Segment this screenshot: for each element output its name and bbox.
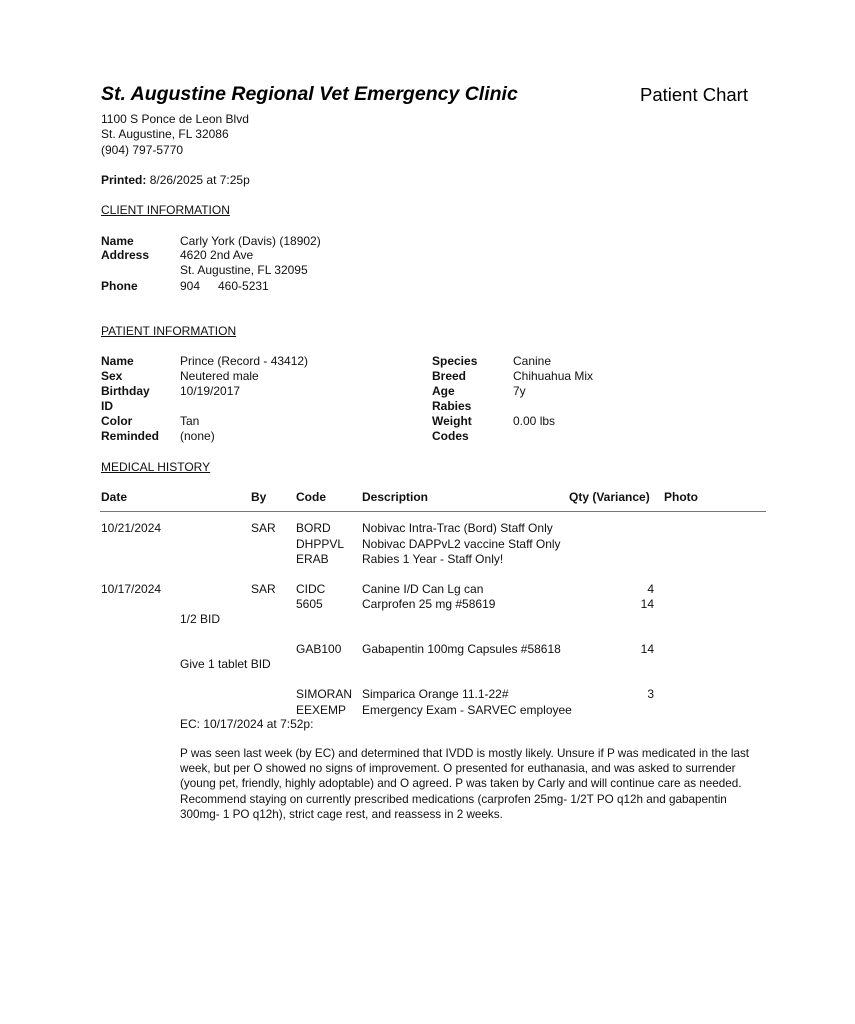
patient-weight-label: Weight bbox=[432, 414, 472, 428]
visit1-date: 10/21/2024 bbox=[101, 521, 162, 535]
printed-label: Printed: bbox=[101, 173, 147, 187]
client-phone-number: 460-5231 bbox=[218, 279, 269, 293]
visit2-item-code: SIMORAN bbox=[296, 687, 353, 701]
clinic-phone: (904) 797-5770 bbox=[101, 143, 184, 157]
history-header-rule bbox=[100, 511, 766, 512]
patient-species-value: Canine bbox=[513, 354, 552, 368]
visit2-item-code: GAB100 bbox=[296, 642, 342, 656]
patient-reminded-value: (none) bbox=[180, 429, 215, 443]
patient-breed-value: Chihuahua Mix bbox=[513, 369, 594, 383]
visit2-item-description: Emergency Exam - SARVEC employee bbox=[362, 703, 572, 717]
col-date: Date bbox=[101, 490, 128, 504]
col-by: By bbox=[251, 490, 267, 504]
visit2-item-code: CIDC bbox=[296, 582, 326, 596]
patient-codes-label: Codes bbox=[432, 429, 469, 443]
visit2-item-description: Carprofen 25 mg #58619 bbox=[362, 597, 496, 611]
col-photo: Photo bbox=[664, 490, 698, 504]
visit2-date: 10/17/2024 bbox=[101, 582, 162, 596]
visit2-note-text: P was seen last week (by EC) and determined that IVDD is mostly likely. Unsure if P was medicated in the last week, but per O showed no signs of improvement. O presented for euthanasia, and was asked to surrender (young pet, friendly, highly adoptable) and O agreed. P was taken by Carly and will continue care as needed. Recommend staying on currently prescribed medications (carprofen 25mg- 1/2T PO q12h and gabapentin 300mg- 1 PO q12h), strict cage rest, and reassess in 2 weeks. bbox=[180, 747, 750, 821]
client-phone-label: Phone bbox=[101, 279, 138, 293]
visit2-item-qty: 14 bbox=[640, 597, 654, 611]
visit1-item-description: Nobivac DAPPvL2 vaccine Staff Only bbox=[362, 537, 561, 551]
patient-weight-value: 0.00 lbs bbox=[513, 414, 556, 428]
clinic-address-line1: 1100 S Ponce de Leon Blvd bbox=[101, 112, 249, 126]
visit2-item-description: Gabapentin 100mg Capsules #58618 bbox=[362, 642, 561, 656]
patient-age-label: Age bbox=[432, 384, 455, 398]
patient-name-label: Name bbox=[101, 354, 134, 368]
visit2-item-qty: 14 bbox=[640, 642, 654, 656]
visit2-item-instruction: 1/2 BID bbox=[180, 612, 221, 626]
visit2-item-code: 5605 bbox=[296, 597, 323, 611]
col-description: Description bbox=[362, 490, 429, 504]
visit2-note-header: EC: 10/17/2024 at 7:52p: bbox=[180, 717, 314, 731]
visit2-item-description: Simparica Orange 11.1-22# bbox=[362, 687, 509, 701]
client-name-label: Name bbox=[101, 234, 134, 248]
patient-color-label: Color bbox=[101, 414, 133, 428]
patient-sex-label: Sex bbox=[101, 369, 123, 383]
visit2-item-code: EEXEMP bbox=[296, 703, 347, 717]
visit2-item-instruction: Give 1 tablet BID bbox=[180, 657, 271, 671]
visit2-item-description: Canine I/D Can Lg can bbox=[362, 582, 484, 596]
chart-title: Patient Chart bbox=[640, 84, 748, 105]
client-address-label: Address bbox=[101, 248, 150, 262]
visit2-by: SAR bbox=[251, 582, 276, 596]
patient-birthday-value: 10/19/2017 bbox=[180, 384, 241, 398]
col-code: Code bbox=[296, 490, 326, 504]
visit1-by: SAR bbox=[251, 521, 276, 535]
patient-age-value: 7y bbox=[513, 384, 526, 398]
visit2-item-qty: 3 bbox=[647, 687, 654, 701]
patient-sex-value: Neutered male bbox=[180, 369, 259, 383]
visit1-item-description: Rabies 1 Year - Staff Only! bbox=[362, 552, 504, 566]
patient-name-value: Prince (Record - 43412) bbox=[180, 354, 309, 368]
patient-breed-label: Breed bbox=[432, 369, 467, 383]
visit2-item-qty: 4 bbox=[647, 582, 654, 596]
visit1-item-code: DHPPVL bbox=[296, 537, 345, 551]
patient-reminded-label: Reminded bbox=[101, 429, 160, 443]
clinic-name: St. Augustine Regional Vet Emergency Clinic bbox=[101, 83, 518, 105]
visit1-item-code: ERAB bbox=[296, 552, 329, 566]
printed-value: 8/26/2025 at 7:25p bbox=[149, 173, 250, 187]
visit1-item-code: BORD bbox=[296, 521, 331, 535]
client-address-line1: 4620 2nd Ave bbox=[180, 248, 254, 262]
patient-birthday-label: Birthday bbox=[101, 384, 150, 398]
patient-section-title: PATIENT INFORMATION bbox=[101, 324, 237, 338]
patient-color-value: Tan bbox=[180, 414, 200, 428]
patient-species-label: Species bbox=[432, 354, 478, 368]
patient-id-label: ID bbox=[101, 399, 113, 413]
client-address-line2: St. Augustine, FL 32095 bbox=[180, 263, 308, 277]
visit1-item-description: Nobivac Intra-Trac (Bord) Staff Only bbox=[362, 521, 553, 535]
printed-date bbox=[101, 173, 250, 188]
client-name-value: Carly York (Davis) (18902) bbox=[180, 234, 321, 248]
clinic-address-line2: St. Augustine, FL 32086 bbox=[101, 127, 229, 141]
history-section-title: MEDICAL HISTORY bbox=[101, 460, 211, 474]
client-phone-area: 904 bbox=[180, 279, 201, 293]
col-qty: Qty (Variance) bbox=[569, 490, 650, 504]
patient-rabies-label: Rabies bbox=[432, 399, 472, 413]
client-section-title: CLIENT INFORMATION bbox=[101, 203, 230, 217]
